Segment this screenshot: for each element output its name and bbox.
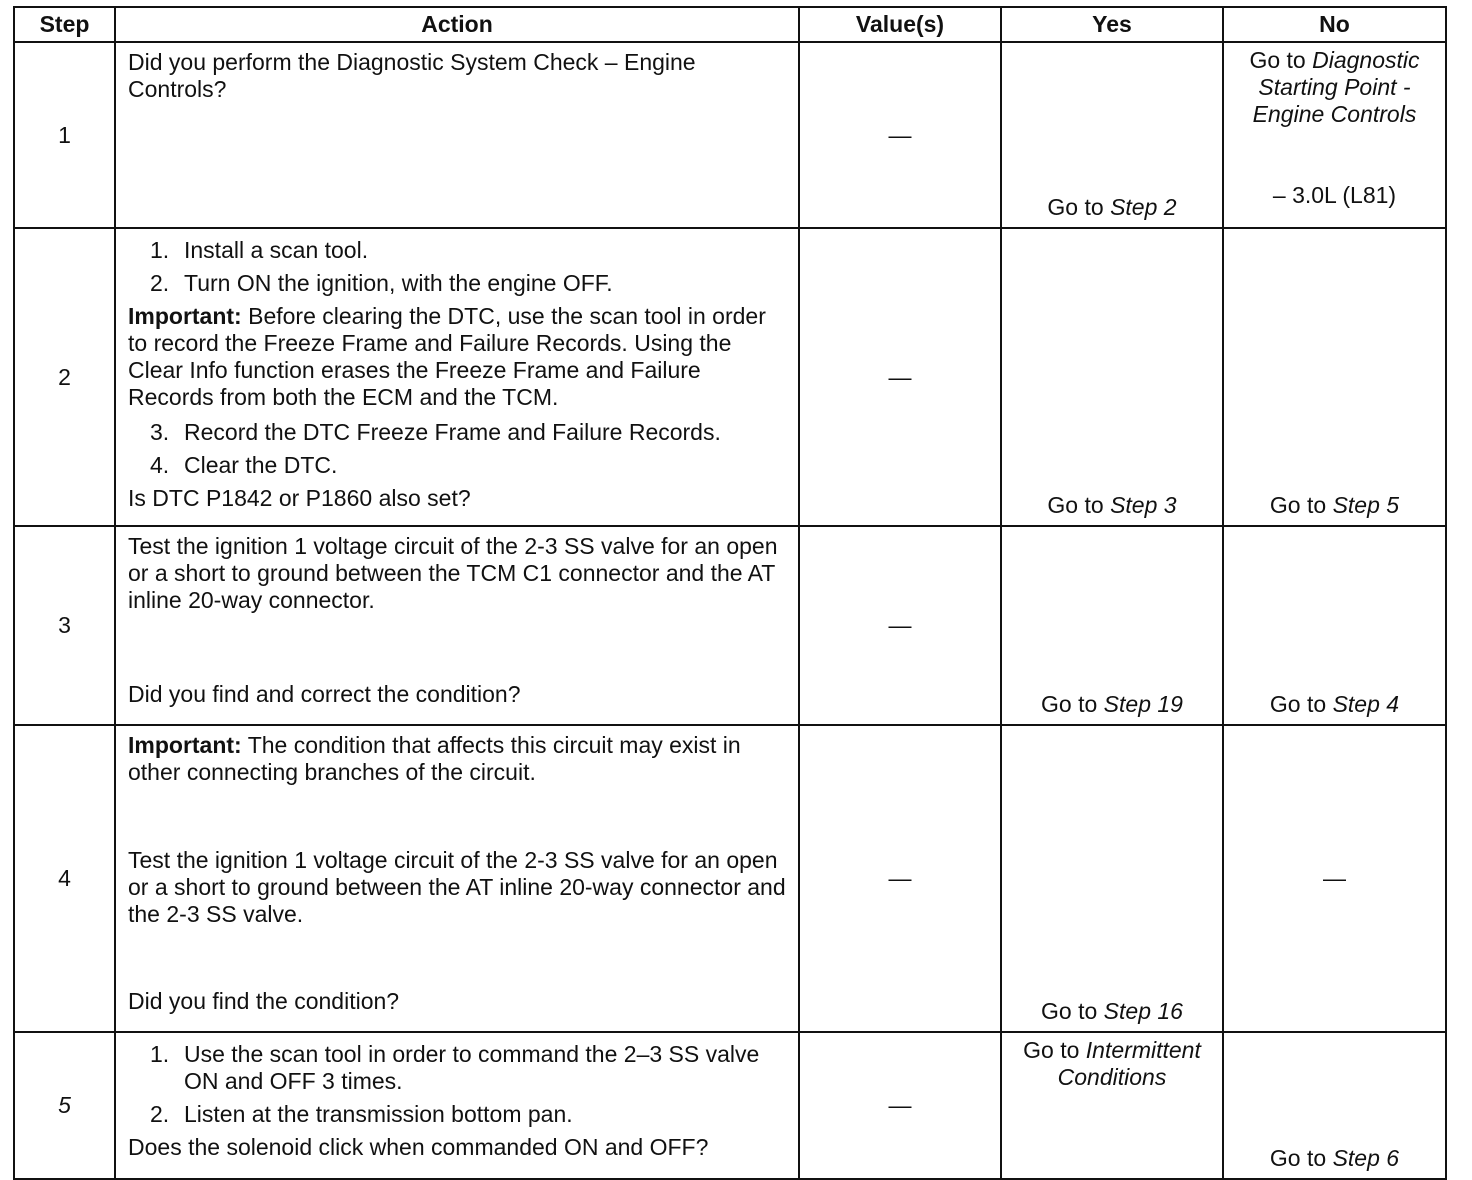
no-cell (1223, 42, 1446, 228)
no-link[interactable]: Step 6 (1332, 1145, 1400, 1171)
header-row (14, 7, 1446, 42)
yes-cell (1001, 42, 1223, 228)
action-question: Is DTC P1842 or P1860 also set? (128, 485, 471, 511)
list-item-number: 1. (150, 237, 170, 263)
yes-prefix: Go to (1041, 998, 1104, 1024)
list-item-number: 4. (150, 452, 170, 478)
list-item (128, 237, 788, 264)
no-cell (1223, 1032, 1446, 1179)
list-item (128, 1041, 788, 1095)
header-yes: Yes (1001, 7, 1223, 42)
no-cell: — (1223, 725, 1446, 1032)
table-row (14, 725, 1446, 1032)
yes-cell (1001, 1032, 1223, 1179)
value-cell: — (799, 228, 1001, 526)
yes-prefix: Go to (1041, 691, 1104, 717)
diagnostic-table (13, 6, 1447, 1180)
yes-link[interactable]: Step 16 (1103, 998, 1183, 1024)
list-item-text: Record the DTC Freeze Frame and Failure Records. (184, 419, 721, 445)
yes-cell (1001, 228, 1223, 526)
no-cell (1223, 228, 1446, 526)
value-cell: — (799, 42, 1001, 228)
value-cell: — (799, 725, 1001, 1032)
yes-link[interactable]: Step 3 (1110, 492, 1177, 518)
action-cell (115, 725, 799, 1032)
action-question: Did you find and correct the condition? (128, 681, 521, 707)
table-row (14, 228, 1446, 526)
step-number: 1 (14, 42, 115, 228)
important-text: Before clearing the DTC, use the scan tool in order to record the Freeze Frame and Failure Records. Using the Clear Info function erases the Freeze Frame and Failure Records from both the ECM and the TCM. (128, 303, 766, 410)
no-prefix: Go to (1249, 47, 1313, 73)
no-link[interactable]: Step 4 (1332, 691, 1400, 717)
action-cell (115, 42, 799, 228)
list-item (128, 270, 788, 297)
yes-prefix: Go to (1047, 492, 1111, 518)
action-text: Did you perform the Diagnostic System Check – Engine Controls? (128, 49, 696, 102)
list-item (128, 419, 788, 446)
no-prefix: Go to (1269, 492, 1333, 518)
value-cell: — (799, 526, 1001, 725)
important-label: Important: (128, 732, 242, 758)
yes-cell (1001, 526, 1223, 725)
table-row (14, 42, 1446, 228)
header-action: Action (115, 7, 799, 42)
step-number: 5 (14, 1032, 115, 1179)
yes-link[interactable]: Step 2 (1110, 194, 1177, 220)
list-item-text: Listen at the transmission bottom pan. (184, 1101, 573, 1127)
step-number: 4 (14, 725, 115, 1032)
no-prefix: Go to (1269, 691, 1333, 717)
header-values: Value(s) (799, 7, 1001, 42)
action-text: Test the ignition 1 voltage circuit of the 2-3 SS valve for an open or a short to ground between the AT inline 20-way connector and the 2-3 SS valve. (128, 846, 786, 927)
list-item-number: 3. (150, 419, 170, 445)
important-label: Important: (128, 303, 242, 329)
list-item-text: Install a scan tool. (184, 237, 369, 263)
important-note (128, 732, 788, 786)
yes-prefix: Go to (1047, 194, 1111, 220)
table-row (14, 526, 1446, 725)
list-item (128, 452, 788, 479)
yes-prefix: Go to (1023, 1037, 1086, 1063)
list-item-text: Turn ON the ignition, with the engine OFF. (184, 270, 613, 296)
no-cell (1223, 526, 1446, 725)
no-link[interactable]: Step 5 (1332, 492, 1400, 518)
important-note (128, 303, 788, 411)
no-link[interactable]: Diagnostic Starting Point - Engine Controls (1252, 47, 1420, 127)
value-cell: — (799, 1032, 1001, 1179)
header-step: Step (14, 7, 115, 42)
action-cell (115, 526, 799, 725)
action-cell (115, 228, 799, 526)
list-item-text: Use the scan tool in order to command the 2–3 SS valve ON and OFF 3 times. (184, 1041, 760, 1094)
step-number: 3 (14, 526, 115, 725)
list-item (128, 1101, 788, 1128)
yes-cell (1001, 725, 1223, 1032)
action-cell (115, 1032, 799, 1179)
yes-link[interactable]: Step 19 (1103, 691, 1183, 717)
header-no: No (1223, 7, 1446, 42)
step-number: 2 (14, 228, 115, 526)
list-item-number: 2. (150, 1101, 170, 1127)
no-suffix: – 3.0L (L81) (1272, 182, 1397, 208)
important-text: The condition that affects this circuit may exist in other connecting branches of the circuit. (128, 732, 741, 785)
action-question: Does the solenoid click when commanded ON and OFF? (128, 1134, 709, 1160)
action-text: Test the ignition 1 voltage circuit of the 2-3 SS valve for an open or a short to ground between the TCM C1 connector and the AT inline 20-way connector. (128, 533, 778, 613)
yes-link[interactable]: Intermittent Conditions (1057, 1037, 1201, 1090)
list-item-number: 2. (150, 270, 170, 296)
no-prefix: Go to (1269, 1145, 1333, 1171)
list-item-number: 1. (150, 1041, 170, 1067)
list-item-text: Clear the DTC. (184, 452, 338, 478)
table-row (14, 1032, 1446, 1179)
action-question: Did you find the condition? (128, 988, 400, 1014)
